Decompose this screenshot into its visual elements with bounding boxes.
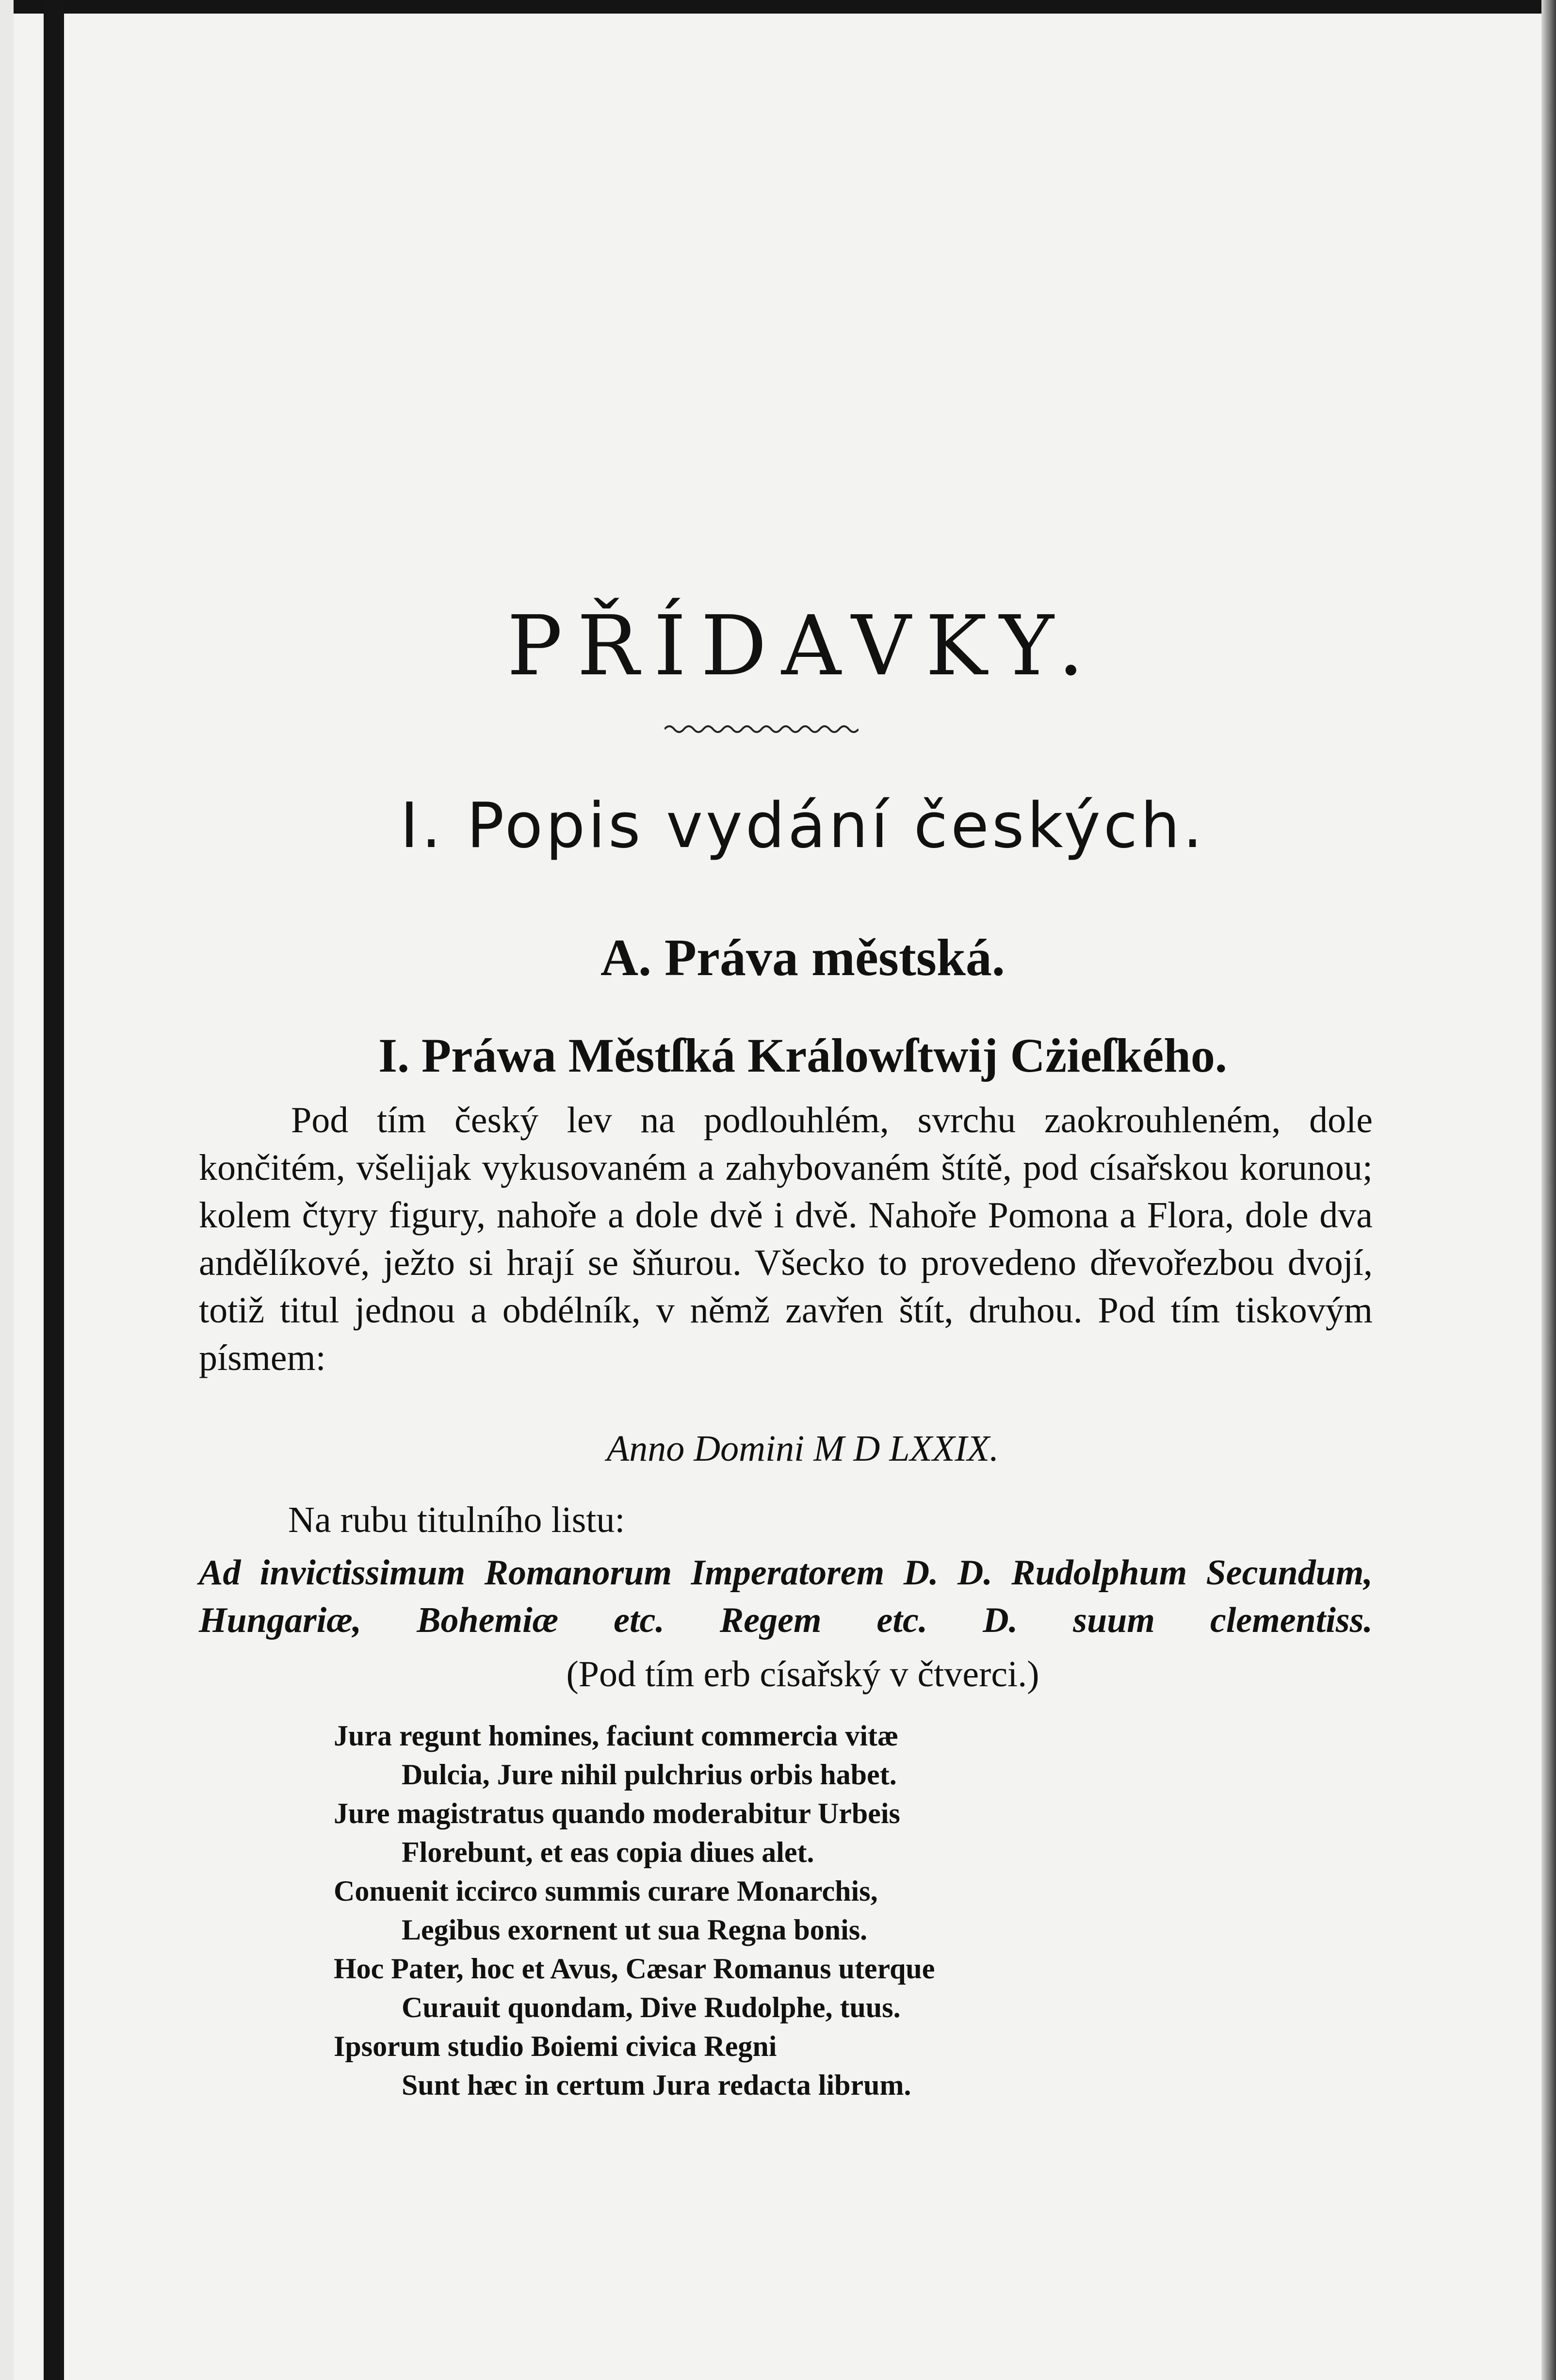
- anno-line: Anno Domini M D LXXIX.: [606, 1428, 999, 1469]
- poem-line: Florebunt, et eas copia diues alet.: [402, 1836, 814, 1868]
- latin-poem: [334, 1716, 935, 2104]
- poem-line: Curauit quondam, Dive Rudolphe, tuus.: [402, 1991, 901, 2023]
- poem-line: Legibus exornent ut sua Regna bonis.: [402, 1914, 868, 1946]
- poem-line: Sunt hæc in certum Jura redacta librum.: [402, 2069, 911, 2101]
- coat-of-arms-note: (Pod tím erb císařský v čtverci.): [566, 1654, 1039, 1695]
- description-paragraph: Pod tím český lev na podlouhlém, svrchu zaokrouhleném, dole končitém, všelijak vykusovaném a zahybovaném štítě, pod císařskou korunou; kolem čtyry figury, nahoře a dole dvě i dvě. Nahoře Pomona a Flora, dole dva andělíkové, ježto si hrají se šňurou. Všecko to provedeno dřevořezbou dvojí, totiž titul jednou a obdélník, v němž zavřen štít, druhou. Pod tím tiskovým písmem:: [199, 1100, 1373, 1378]
- scan-top-edge: [0, 0, 1556, 14]
- item-heading: I. Práwa Městſká Králowſtwij Cżieſkého.: [378, 1028, 1227, 1082]
- section-heading: I. Popis vydání českých.: [400, 790, 1206, 862]
- book-page: [64, 14, 1541, 2380]
- subsection-heading: A. Práva městská.: [600, 929, 1005, 987]
- scan-right-edge: [1541, 0, 1556, 2380]
- scan-left-margin: [0, 0, 14, 2380]
- dedication: Ad invictissimum Romanorum Imperatorem D. D. Rudolphum Secundum, Hungariæ, Bohemiæ etc. Regem etc. D. suum clementiss.: [199, 1553, 1373, 1640]
- poem-line: Jure magistratus quando moderabitur Urbeis: [334, 1797, 900, 1829]
- book-gutter: [44, 0, 64, 2380]
- wavy-ornament-icon: [665, 722, 859, 736]
- reverse-title-line: Na rubu titulního listu:: [288, 1500, 625, 1540]
- poem-line: Dulcia, Jure nihil pulchrius orbis habet.: [402, 1759, 897, 1791]
- poem-line: Jura regunt homines, faciunt commercia vitæ: [334, 1720, 899, 1752]
- poem-line: Ipsorum studio Boiemi civica Regni: [334, 2030, 777, 2062]
- poem-line: Conuenit iccirco summis curare Monarchis,: [334, 1875, 878, 1907]
- page-title: PŘÍDAVKY.: [507, 598, 1099, 694]
- poem-line: Hoc Pater, hoc et Avus, Cæsar Romanus uterque: [334, 1953, 935, 1985]
